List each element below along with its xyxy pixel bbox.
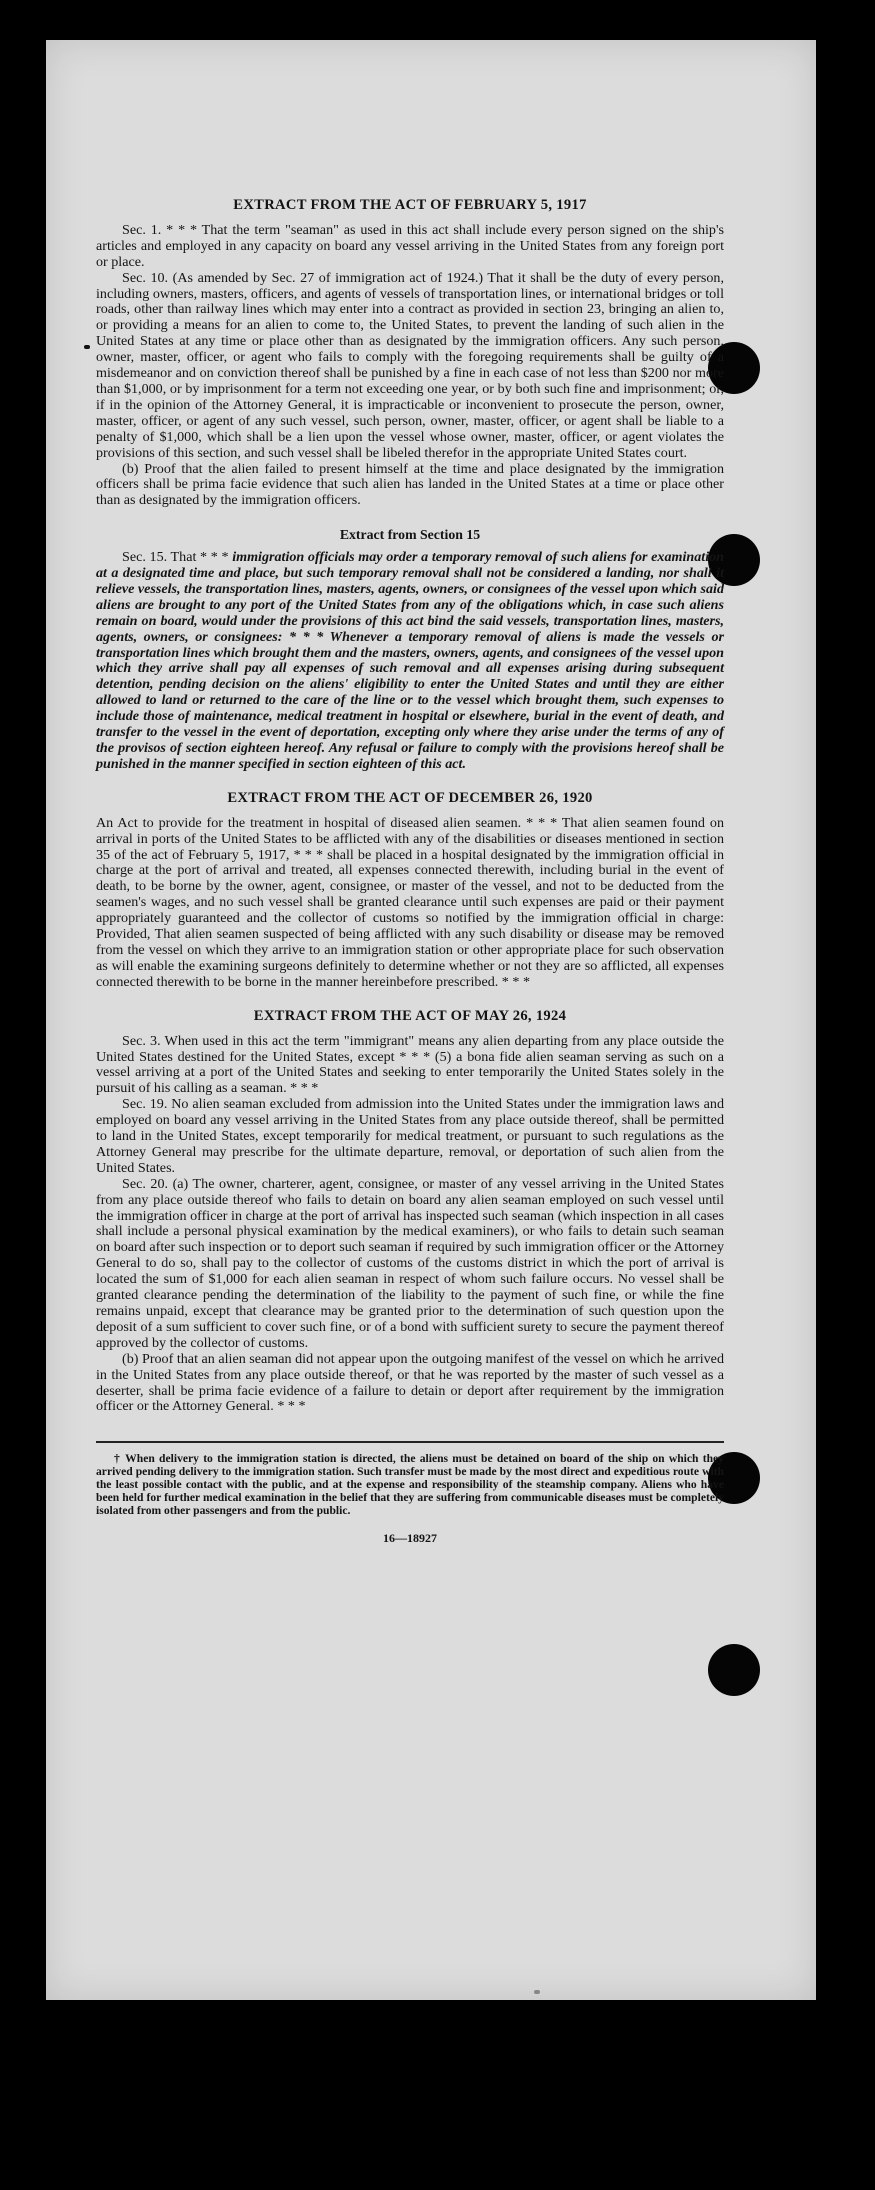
paragraph-italic: immigration officials may order a temporary removal of such aliens for examination at a designated time and place, but such temporary removal shall not be considered a landing, nor shall it relieve vessels, the transportation lines, masters, agents, owners, or consignees of the vessel upon which said aliens are brought to any port of the United States from any of the obligations which, in case such aliens remain on board, would under the provisions of this act bind the said vessels, transportation lines, masters, agents, owners, or consignees: * * * Whenever a temporary removal of aliens is made the vessels or transportation lines which brought them and the masters, owners, agents, and consignees of the vessel upon which they arrive shall pay all expenses of such removal and all expenses arising during subsequent detention, pending decision on the aliens' eligibility to enter the United States and until they are either allowed to land or returned to the care of the line or to the vessel which brought them, such expenses to include those of maintenance, medical treatment in hospital or elsewhere, burial in the event of death, and transfer to the vessel in the event of deportation, excepting only where they arise under the terms of any of the provisos of section eighteen hereof. Any refusal or failure to comply with the provisions hereof shall be punished in the manner specified in section eighteen of this act. bbox=[96, 549, 725, 772]
paragraph: (b) Proof that an alien seaman did not appear upon the outgoing manifest of the vessel on which he arrived in the United States from any place outside thereof, or that he was reported by the master of such vessel as a deserter, shall be prima facie evidence of a failure to detain or deport after requirement by the immigration officer or the Attorney General. * * * bbox=[96, 1350, 724, 1415]
footnote: † When delivery to the immigration station is directed, the aliens must be detained on board of the ship on which they arrived pending delivery to the immigration station. Such transfer must be made by the most direct and expeditious route with the least possible contact with the public, and at the expense and responsibility of the steamship company. Aliens who have been held for further medical examination in the belief that they are suffering from communicable diseases must be completely isolated from other passengers and from the public. bbox=[96, 1452, 724, 1517]
section-subheading: Extract from Section 15 bbox=[339, 527, 481, 543]
section-15-extract bbox=[96, 527, 724, 773]
paragraph: Sec. 10. (As amended by Sec. 27 of immigration act of 1924.) That it shall be the duty of every person, including owners, masters, officers, and agents of vessels of transportation lines, or international bridges or toll roads, other than railway lines which may enter into a contract as provided in section 23, bringing an alien to, or providing a means for an alien to come to, the United States, to prevent the landing of such alien in the United States at any time or place other than as designated by the immigration officers. Any such person, owner, master, officer, or agent who fails to comply with the foregoing requirements shall be guilty of a misdemeanor and on conviction thereof shall be punished by a fine in each case of not less than $200 nor more than $1,000, or by imprisonment for a term not exceeding one year, or by both such fine and imprisonment; or, if in the opinion of the Attorney General, it is impracticable or inconvenient to prosecute the person, owner, master, officer, or agent of any such vessel, such person, owner, master, officer, or agent shall be liable to a penalty of $1,000, which shall be a lien upon the vessel whose owner, master, officer, or agent violates the provisions of this section, and such vessel shall be libeled therefor in the appropriate United States court. bbox=[96, 269, 724, 461]
section-heading: EXTRACT FROM THE ACT OF MAY 26, 1924 bbox=[253, 1007, 567, 1024]
paragraph: (b) Proof that the alien failed to present himself at the time and place designated by the immigration officers shall be prima facie evidence that such alien has landed in the United States at a time or place other than as designated by the immigration officers. bbox=[96, 460, 724, 509]
scan-mark bbox=[534, 1990, 540, 1994]
form-code: 16—18927 bbox=[383, 1531, 437, 1546]
section-act-1920 bbox=[96, 791, 724, 991]
section-act-1924 bbox=[96, 1009, 724, 1416]
paragraph: Sec. 1. * * * That the term "seaman" as used in this act shall include every person signed on the ship's articles and employed in any capacity on board any vessel arriving in the United States from any foreign port or place. bbox=[96, 221, 724, 270]
punch-hole bbox=[708, 1644, 760, 1696]
section-act-1917 bbox=[96, 198, 724, 509]
paragraph: Sec. 3. When used in this act the term "immigrant" means any alien departing from any place outside the United States destined for the United States, except * * * (5) a bona fide alien seaman serving as such on a vessel arriving at a port of the United States and seeking to enter temporarily the United States solely in the pursuit of his calling as a seaman. * * * bbox=[96, 1032, 724, 1097]
paragraph: Sec. 19. No alien seaman excluded from admission into the United States under the immigration laws and employed on board any vessel arriving in the United States from any place outside thereof, shall be permitted to land in the United States, except temporarily for medical treatment, or pursuant to such regulations as the Attorney General may prescribe for the ultimate departure, removal, or deportation of such alien from the United States. bbox=[96, 1096, 724, 1176]
section-heading: EXTRACT FROM THE ACT OF FEBRUARY 5, 1917 bbox=[233, 197, 587, 213]
paragraph: An Act to provide for the treatment in hospital of diseased alien seamen. * * * That alien seamen found on arrival in ports of the United States to be afflicted with any of the disabilities or diseases mentioned in section 35 of the act of February 5, 1917, * * * shall be placed in a hospital designated by the immigration official in charge at the port of arrival and treated, all expenses connected therewith, including burial in the event of death, to be borne by the owner, agent, consignee, or master of the vessel, and not to be deducted from the seamen's wages, and no such vessel shall be granted clearance until such expenses are paid or their payment appropriately guaranteed and the collector of customs so notified by the immigration official in charge: Provided, That alien seamen suspected of being afflicted with any such disability or disease may be removed from the vessel on which they arrive to an immigration station or other appropriate place for such observation as will enable the examining surgeons definitely to determine whether or not they are so afflicted, all expenses connected therewith to be borne in the manner hereinbefore prescribed. * * * bbox=[96, 814, 724, 990]
paragraph bbox=[96, 550, 724, 773]
paragraph-lead: Sec. 15. That * * * bbox=[122, 549, 233, 566]
scan-mark bbox=[84, 345, 90, 349]
footnote-divider bbox=[96, 1441, 724, 1443]
paragraph: Sec. 20. (a) The owner, charterer, agent, consignee, or master of any vessel arriving in the United States from any place outside thereof who fails to detain on board any alien seaman employed on such vessel until the immigration officer in charge at the port of arrival has inspected such seaman (which inspection in all cases shall include a personal physical examination by the medical examiners), or who fails to detain such seaman on board after such inspection or to deport such seaman if required by such immigration officer or the Attorney General to do so, shall pay to the collector of customs of the customs district in which the port of arrival is located the sum of $1,000 for each alien seaman in respect of whom such failure occurs. No vessel shall be granted clearance pending the determination of the liability to the payment of such fine, or while the fine remains unpaid, except that clearance may be granted prior to the determination of such question upon the deposit of a sum sufficient to cover such fine, or of a bond with sufficient surety to secure the payment thereof approved by the collector of customs. bbox=[96, 1175, 724, 1351]
section-heading: EXTRACT FROM THE ACT OF DECEMBER 26, 1920 bbox=[227, 789, 593, 806]
document-body bbox=[96, 198, 724, 1547]
